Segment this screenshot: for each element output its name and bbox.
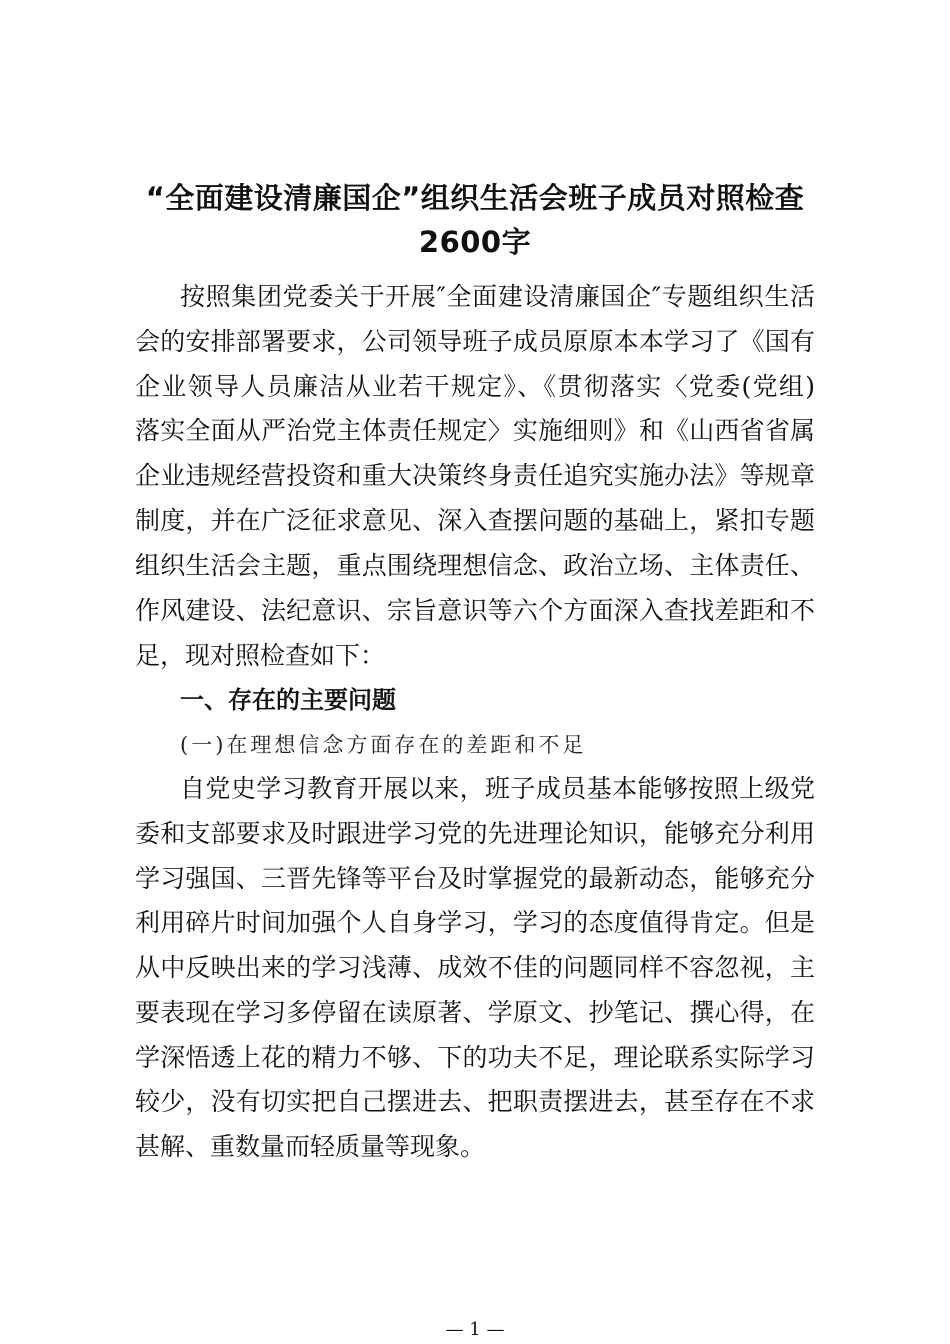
document-title-word-count: 2600字	[418, 225, 532, 259]
body-paragraph-line: 学习强国、三晋先锋等平台及时掌握党的最新动态，能够充分	[135, 864, 815, 893]
intro-paragraph-line: 制度，并在广泛征求意见、深入查摆问题的基础上，紧扣专题	[135, 506, 815, 535]
intro-paragraph-line: 企业领导人员廉洁从业若干规定》、《贯彻落实〈党委(党组)	[135, 372, 815, 401]
section-heading: 一、存在的主要问题	[180, 686, 396, 714]
intro-paragraph-line: 会的安排部署要求，公司领导班子成员原原本本学习了《国有	[135, 327, 815, 356]
intro-paragraph-line: 作风建设、法纪意识、宗旨意识等六个方面深入查找差距和不	[135, 596, 815, 625]
body-paragraph-line: 从中反映出来的学习浅薄、成效不佳的问题同样不容忽视，主	[135, 953, 815, 982]
intro-paragraph-line: 按照集团党委关于开展″全面建设清廉国企″专题组织生活	[180, 282, 815, 311]
body-paragraph-line: 利用碎片时间加强个人自身学习，学习的态度值得肯定。但是	[135, 908, 815, 937]
intro-paragraph-line: 落实全面从严治党主体责任规定〉实施细则》和《山西省省属	[135, 416, 815, 445]
document-title: “全面建设清廉国企”组织生活会班子成员对照检查	[145, 181, 805, 215]
body-paragraph-line: 较少，没有切实把自己摆进去、把职责摆进去，甚至存在不求	[135, 1087, 815, 1116]
body-paragraph-line: 委和支部要求及时跟进学习党的先进理论知识，能够充分利用	[135, 819, 815, 848]
subsection-heading: (一)在理想信念方面存在的差距和不足	[180, 733, 587, 757]
intro-paragraph-line: 组织生活会主题，重点围绕理想信念、政治立场、主体责任、	[135, 551, 815, 580]
body-paragraph-line: 自党史学习教育开展以来，班子成员基本能够按照上级党	[180, 774, 815, 803]
body-paragraph-line: 甚解、重数量而轻质量等现象。	[135, 1132, 486, 1161]
page-number: — 1 —	[445, 1319, 505, 1340]
body-paragraph-line: 要表现在学习多停留在读原著、学原文、抄笔记、撰心得，在	[135, 998, 815, 1027]
intro-paragraph-line: 足，现对照检查如下：	[135, 641, 386, 670]
intro-paragraph-line: 企业违规经营投资和重大决策终身责任追究实施办法》等规章	[135, 461, 815, 490]
body-paragraph-line: 学深悟透上花的精力不够、下的功夫不足，理论联系实际学习	[135, 1043, 815, 1072]
